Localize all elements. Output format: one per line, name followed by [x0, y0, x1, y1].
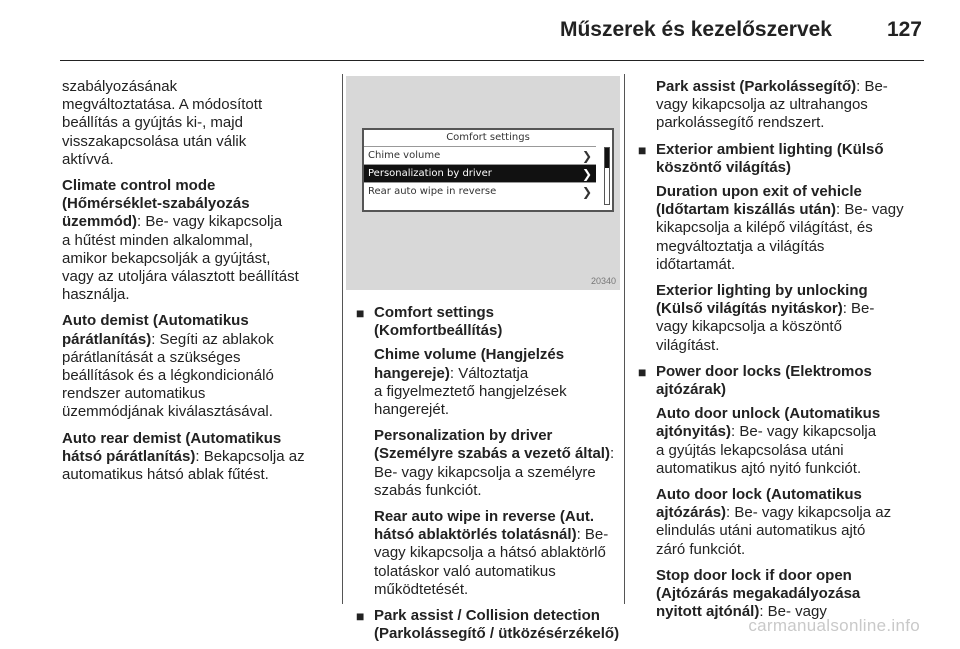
auto-door-lock-entry: Auto door lock (Automatikus ajtózárás): Be- vagy kikapcsolja az elindulás utáni automatikus ajtó záró funkciót.	[656, 486, 892, 558]
power-door-locks-bullet: ■ Power door locks (Elektromos ajtózárak)	[638, 362, 872, 399]
comfort-settings-bullet: ■ Comfort settings (Komfortbeállítás)	[356, 304, 503, 340]
rear-auto-wipe-entry: Rear auto wipe in reverse (Aut. hátsó ablaktörlés tolatásnál): Be- vagy kikapcsolja a hátsó ablaktörlő tolatáskor való automatikus működtetését.	[374, 508, 609, 598]
column-divider-1	[342, 74, 343, 604]
chevron-right-icon: ❯	[581, 167, 592, 181]
chevron-right-icon: ❯	[581, 149, 592, 163]
duration-upon-exit-entry: Duration upon exit of vehicle (Időtartam kiszállás után): Be- vagy kikapcsolja a kilépő világítást, és megváltoztatja a világítás időtartamát.	[656, 183, 904, 273]
auto-door-unlock-entry: Auto door unlock (Automatikus ajtónyitás): Be- vagy kikapcsolja a gyújtás lekapcsolása utáni automatikus ajtó nyitó funkciót.	[656, 405, 881, 477]
watermark: carmanualsonline.info	[748, 616, 920, 635]
park-assist-entry: Park assist (Parkolássegítő): Be- vagy kikapcsolja az ultrahangos parkolássegítő rendszert.	[656, 78, 888, 132]
header-rule	[60, 60, 924, 61]
menu-item-rear-auto-wipe[interactable]: Rear auto wipe in reverse ❯	[364, 182, 596, 200]
scrollbar-thumb[interactable]	[605, 148, 609, 168]
exterior-ambient-lighting-bullet: ■ Exterior ambient lighting (Külső köszöntő világítás)	[638, 140, 884, 176]
column-1	[62, 78, 334, 492]
square-bullet-icon: ■	[638, 141, 647, 158]
square-bullet-icon: ■	[356, 608, 365, 625]
auto-rear-demist-entry: Auto rear demist (Automatikus hátsó párátlanítás): Bekapcsolja az automatikus hátsó ablak fűtést.	[62, 429, 305, 484]
figure-number: 20340	[590, 276, 616, 286]
screen-title: Comfort settings	[446, 132, 530, 143]
intro-paragraph: szabályozásának megváltoztatása. A módosított beállítás a gyújtás ki-, majd visszakapcsolása után válik aktívvá.	[62, 78, 263, 168]
menu-item-chime-volume[interactable]: Chime volume ❯	[364, 146, 596, 164]
auto-demist-entry: Auto demist (Automatikus párátlanítás): Segíti az ablakok párátlanítását a szükséges beállítások és a légkondicionáló rendszer automatikus üzemmódjának kiválasztásával.	[62, 312, 274, 421]
display-screen	[362, 128, 614, 212]
screen-scrollbar[interactable]	[604, 147, 610, 205]
stop-door-lock-entry: Stop door lock if door open (Ajtózárás megakadályozása nyitott ajtónál): Be- vagy	[656, 566, 861, 621]
chevron-right-icon: ❯	[581, 185, 592, 199]
climate-control-mode-entry: Climate control mode (Hőmérséklet-szabályozás üzemmód): Be- vagy kikapcsolja a hűtést minden alkalommal, amikor bekapcsolják a gyújtást, vagy az utoljára választott beállítást használja.	[62, 177, 299, 304]
comfort-settings-figure	[346, 76, 620, 290]
chime-volume-entry: Chime volume (Hangjelzés hangereje): Változtatja a figyelmeztető hangjelzések hangerejét.	[374, 346, 567, 419]
column-2	[356, 304, 622, 649]
menu-item-personalization-by-driver[interactable]: Personalization by driver ❯	[364, 164, 596, 182]
page-title: Műszerek és kezelőszervek	[559, 18, 832, 41]
column-divider-2	[624, 74, 625, 604]
exterior-lighting-unlocking-entry: Exterior lighting by unlocking (Külső világítás nyitáskor): Be- vagy kikapcsolja a köszöntő világítást.	[656, 282, 875, 354]
square-bullet-icon: ■	[356, 305, 365, 321]
personalization-entry: Personalization by driver (Személyre szabás a vezető által): Be- vagy kikapcsolja a személyre szabás funkciót.	[374, 427, 615, 499]
page-number: 127	[886, 18, 922, 41]
park-assist-bullet: ■ Park assist / Collision detection (Parkolássegítő / ütközésérzékelő)	[356, 607, 620, 643]
square-bullet-icon: ■	[638, 363, 647, 380]
column-3	[638, 78, 930, 629]
